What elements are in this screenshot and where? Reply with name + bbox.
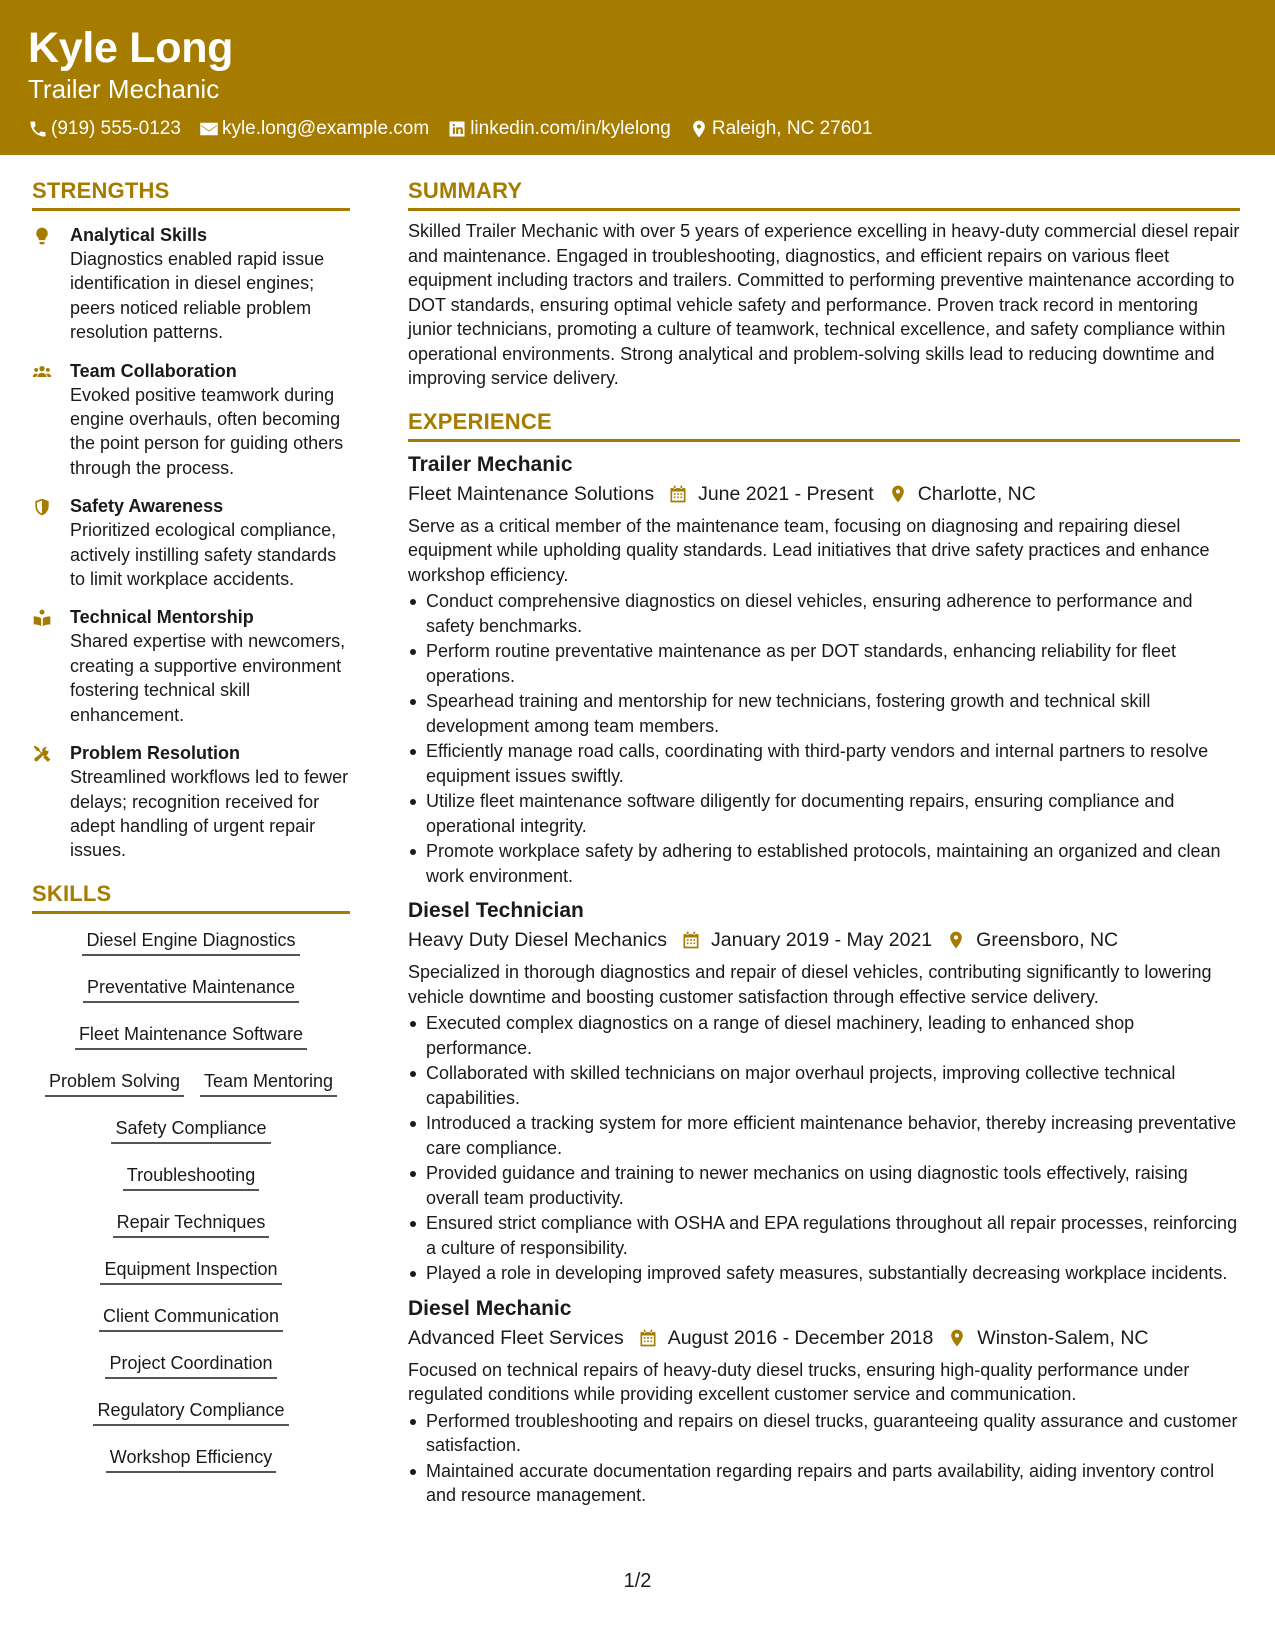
- skill-tag: Problem Solving: [45, 1069, 184, 1097]
- map-pin-icon: [689, 119, 709, 139]
- job-dates: [638, 1324, 934, 1352]
- job-location: [946, 926, 1118, 954]
- strength-name: Technical Mentorship: [70, 607, 254, 628]
- contact-bar: [28, 117, 1247, 141]
- job-dates-text: January 2019 - May 2021: [711, 929, 933, 951]
- skills-list: [32, 928, 350, 1492]
- job-dates: [668, 480, 874, 508]
- map-pin-icon: [888, 484, 908, 504]
- skills-heading: SKILLS: [32, 877, 350, 914]
- skill-tag: Team Mentoring: [200, 1069, 337, 1097]
- job-entry: [408, 896, 1240, 1286]
- phone-text: (919) 555-0123: [51, 118, 181, 139]
- lightbulb-icon: [32, 226, 52, 246]
- strength-name: Team Collaboration: [70, 360, 237, 381]
- linkedin-icon: [447, 119, 467, 139]
- candidate-title: Trailer Mechanic: [28, 74, 220, 104]
- job-entry: [408, 450, 1240, 889]
- job-bullets: [408, 1409, 1240, 1508]
- job-location-text: Winston-Salem, NC: [977, 1326, 1149, 1349]
- job-entry: [408, 1294, 1240, 1508]
- job-description: Serve as a critical member of the maintenance team, focusing on diagnosing and repairing diesel equipment while upholding quality standards. Lead initiatives that drive safety practices and enhance workshop efficiency.: [408, 515, 1210, 585]
- calendar-icon: [681, 930, 701, 950]
- phone-icon: [28, 119, 48, 139]
- skill-tag: Preventative Maintenance: [83, 975, 299, 1003]
- contact-linkedin[interactable]: [447, 117, 671, 141]
- contact-location: [689, 117, 873, 141]
- strength-description: Evoked positive teamwork during engine overhauls, often becoming the point person for guiding others through the process.: [70, 384, 344, 478]
- job-bullet: Efficiently manage road calls, coordinating with third-party vendors and internal partners to resolve equipment issues swiftly.: [408, 739, 1240, 788]
- job-location: [947, 1324, 1148, 1352]
- strength-name: Problem Resolution: [70, 743, 241, 764]
- job-bullets: [408, 1011, 1240, 1286]
- strength-description: Streamlined workflows led to fewer delays; recognition received for adept handling of urgent repair issues.: [70, 767, 349, 861]
- mentor-icon: [32, 608, 52, 628]
- job-description: Focused on technical repairs of heavy-duty diesel trucks, ensuring high-quality performance under regulated conditions while providing excellent customer service and communication.: [408, 1359, 1190, 1404]
- job-location-text: Charlotte, NC: [917, 482, 1036, 505]
- job-bullet: Executed complex diagnostics on a range of diesel machinery, leading to enhanced shop performance.: [408, 1011, 1240, 1060]
- skill-tag: Repair Techniques: [113, 1210, 270, 1238]
- job-title: Trailer Mechanic: [408, 452, 573, 476]
- strength-item: [32, 359, 350, 481]
- location-text: Raleigh, NC 27601: [711, 118, 873, 139]
- skill-tag: Diesel Engine Diagnostics: [82, 928, 299, 956]
- left-column: [32, 174, 350, 1492]
- strengths-heading: STRENGTHS: [32, 174, 350, 211]
- skill-tag: Workshop Efficiency: [106, 1445, 276, 1473]
- skill-tag: Fleet Maintenance Software: [75, 1022, 307, 1050]
- calendar-icon: [668, 484, 688, 504]
- summary-heading: SUMMARY: [408, 174, 1240, 211]
- strength-item: [32, 223, 350, 345]
- job-company: Heavy Duty Diesel Mechanics: [408, 929, 668, 951]
- strength-name: Analytical Skills: [70, 225, 208, 245]
- job-bullet: Spearhead training and mentorship for new technicians, fostering growth and technical skill development among team members.: [408, 689, 1240, 738]
- job-bullet: Introduced a tracking system for more efficient maintenance behavior, thereby increasing preventative care compliance.: [408, 1111, 1240, 1160]
- job-location: [888, 480, 1036, 508]
- job-bullet: Perform routine preventative maintenance as per DOT standards, enhancing reliability for fleet operations.: [408, 639, 1240, 688]
- job-bullet: Utilize fleet maintenance software diligently for documenting repairs, ensuring compliance and operational integrity.: [408, 789, 1240, 838]
- job-bullet: Played a role in developing improved safety measures, substantially decreasing workplace incidents.: [408, 1261, 1240, 1286]
- contact-phone: [28, 117, 181, 141]
- job-description: Specialized in thorough diagnostics and repair of diesel vehicles, contributing significantly to lowering vehicle downtime and boosting customer satisfaction through effective service delivery.: [408, 962, 1212, 1007]
- strength-name: Safety Awareness: [70, 496, 224, 517]
- map-pin-icon: [946, 930, 966, 950]
- page-number: 1/2: [623, 1570, 652, 1592]
- candidate-name: Kyle Long: [28, 24, 234, 72]
- skill-tag: Project Coordination: [105, 1351, 276, 1379]
- strength-item: [32, 605, 350, 727]
- skill-tag: Client Communication: [99, 1304, 283, 1332]
- job-meta: [408, 480, 1240, 508]
- calendar-icon: [638, 1328, 658, 1348]
- tools-icon: [32, 744, 52, 764]
- linkedin-text[interactable]: linkedin.com/in/kylelong: [470, 118, 671, 139]
- strength-item: [32, 494, 350, 591]
- shield-icon: [32, 497, 52, 517]
- skill-tag: Troubleshooting: [123, 1163, 259, 1191]
- skill-tag: Equipment Inspection: [100, 1257, 281, 1285]
- skill-tag: Regulatory Compliance: [93, 1398, 288, 1426]
- job-meta: [408, 926, 1240, 954]
- job-bullet: Maintained accurate documentation regarding repairs and parts availability, aiding inventory control and resource management.: [408, 1459, 1240, 1508]
- strength-description: Diagnostics enabled rapid issue identification in diesel engines; peers noticed reliable problem resolution patterns.: [70, 249, 325, 343]
- job-dates-text: August 2016 - December 2018: [667, 1326, 934, 1349]
- job-bullet: Provided guidance and training to newer mechanics on using diagnostic tools effectively, raising overall team productivity.: [408, 1161, 1240, 1210]
- job-company: Fleet Maintenance Solutions: [408, 482, 655, 505]
- job-bullet: Promote workplace safety by adhering to established protocols, maintaining an organized and clean work environment.: [408, 839, 1240, 888]
- job-bullets: [408, 589, 1240, 888]
- map-pin-icon: [947, 1328, 967, 1348]
- envelope-icon: [199, 119, 219, 139]
- email-text[interactable]: kyle.long@example.com: [221, 118, 430, 139]
- strength-description: Prioritized ecological compliance, actively instilling safety standards to limit workplace accidents.: [70, 520, 337, 590]
- job-title: Diesel Mechanic: [408, 1296, 572, 1320]
- job-dates-text: June 2021 - Present: [698, 482, 874, 505]
- job-dates: [681, 926, 932, 954]
- right-column: [408, 174, 1240, 1516]
- job-company: Advanced Fleet Services: [408, 1326, 624, 1349]
- job-title: Diesel Technician: [408, 899, 584, 922]
- job-bullet: Performed troubleshooting and repairs on diesel trucks, guaranteeing quality assurance and customer satisfaction.: [408, 1409, 1240, 1458]
- strength-description: Shared expertise with newcomers, creating a supportive environment fostering technical skill enhancement.: [70, 631, 346, 725]
- job-bullet: Ensured strict compliance with OSHA and EPA regulations throughout all repair processes, reinforcing a culture of responsibility.: [408, 1211, 1240, 1260]
- resume-header: [0, 0, 1275, 155]
- job-bullet: Collaborated with skilled technicians on major overhaul projects, improving collective technical capabilities.: [408, 1061, 1240, 1110]
- users-icon: [32, 362, 52, 382]
- job-location-text: Greensboro, NC: [976, 929, 1119, 951]
- job-meta: [408, 1324, 1240, 1352]
- job-bullet: Conduct comprehensive diagnostics on diesel vehicles, ensuring adherence to performance and safety benchmarks.: [408, 589, 1240, 638]
- experience-heading: EXPERIENCE: [408, 405, 1240, 442]
- skill-tag: Safety Compliance: [111, 1116, 270, 1144]
- summary-text: Skilled Trailer Mechanic with over 5 years of experience excelling in heavy-duty commercial diesel repair and maintenance. Engaged in troubleshooting, diagnostics, and efficient repairs on various fleet equipment including tractors and trailers. Committed to performing preventive maintenance according to DOT standards, ensuring optimal vehicle safety and performance. Proven track record in mentoring junior technicians, promoting a culture of teamwork, technical excellence, and safety compliance within operational environments. Strong analytical and problem-solving skills lead to reducing downtime and improving service delivery.: [408, 221, 1240, 388]
- strength-item: [32, 741, 350, 863]
- contact-email[interactable]: [199, 117, 429, 141]
